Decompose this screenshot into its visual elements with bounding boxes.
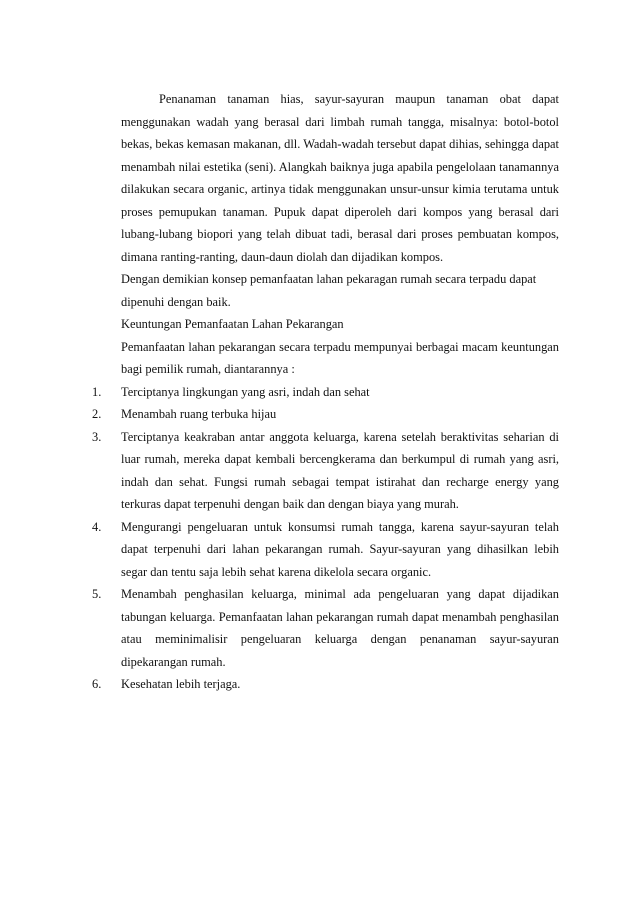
intro-paragraph: Penanaman tanaman hias, sayur-sayuran maupun tanaman obat dapat menggunakan wadah yang berasal dari limbah rumah tangga, misalnya: botol-botol bekas, bekas kemasan makanan, dll. Wadah-wadah tersebut dapat dihias, sehingga dapat menambah nilai estetika (seni). Alangkah baiknya juga apabila pengelolaan tanamannya dilakukan secara organic, artinya tidak menggunakan unsur-unsur kimia terutama untuk proses pemupukan tanaman. Pupuk dapat diperoleh dari kompos yang berasal dari lubang-lubang biopori yang telah dibuat tadi, berasal dari proses pembuatan kompos, dimana ranting-ranting, daun-daun diolah dan dijadikan kompos. — [121, 92, 559, 264]
list-item-number: 3. — [92, 429, 102, 444]
list-item — [92, 583, 559, 673]
list-item-text: Terciptanya lingkungan yang asri, indah dan sehat — [121, 384, 370, 399]
section-intro: Pemanfaatan lahan pekarangan secara terpadu mempunyai berbagai macam keuntungan bagi pemilik rumah, diantarannya : — [121, 339, 559, 376]
list-item-number: 1. — [92, 384, 102, 399]
list-item-text: Kesehatan lebih terjaga. — [121, 677, 241, 691]
list-item-text: Terciptanya keakraban antar anggota keluarga, karena setelah beraktivitas seharian di luar rumah, mereka dapat kembali bercengkerama dan berkumpul di rumah yang asri, indah dan sehat. Fungsi rumah sebagai tempat istirahat dan recharge energy yang terkuras dapat terpenuhi dengan baik dan dengan biaya yang murah. — [121, 429, 559, 511]
list-item — [92, 426, 559, 516]
document-body — [92, 88, 559, 696]
list-item — [92, 403, 559, 426]
list-item-number: 4. — [92, 519, 102, 534]
list-item — [92, 516, 559, 584]
list-item-text: Menambah penghasilan keluarga, minimal ada pengeluaran yang dapat dijadikan tabungan keluarga. Pemanfaatan lahan pekarangan rumah dapat menambah penghasilan atau meminimalisir pengeluaran keluarga dengan penanaman sayur-sayuran dipekarangan rumah. — [121, 587, 559, 669]
list-item-number: 5. — [92, 587, 102, 601]
list-item — [92, 381, 559, 404]
list-item-text: Menambah ruang terbuka hijau — [121, 407, 277, 421]
list-item-number: 6. — [92, 677, 102, 691]
list-item — [92, 673, 559, 696]
benefits-list — [92, 381, 559, 696]
concept-paragraph: Dengan demikian konsep pemanfaatan lahan pekaragan rumah secara terpadu dapat dipenuhi dengan baik. — [121, 272, 537, 309]
list-item-number: 2. — [92, 407, 102, 421]
section-heading: Keuntungan Pemanfaatan Lahan Pekarangan — [121, 317, 344, 331]
list-item-text: Mengurangi pengeluaran untuk konsumsi rumah tangga, karena sayur-sayuran telah dapat terpenuhi dari lahan pekarangan rumah. Sayur-sayuran yang dihasilkan lebih segar dan tentu saja lebih sehat karena dikelola secara organic. — [121, 519, 559, 579]
